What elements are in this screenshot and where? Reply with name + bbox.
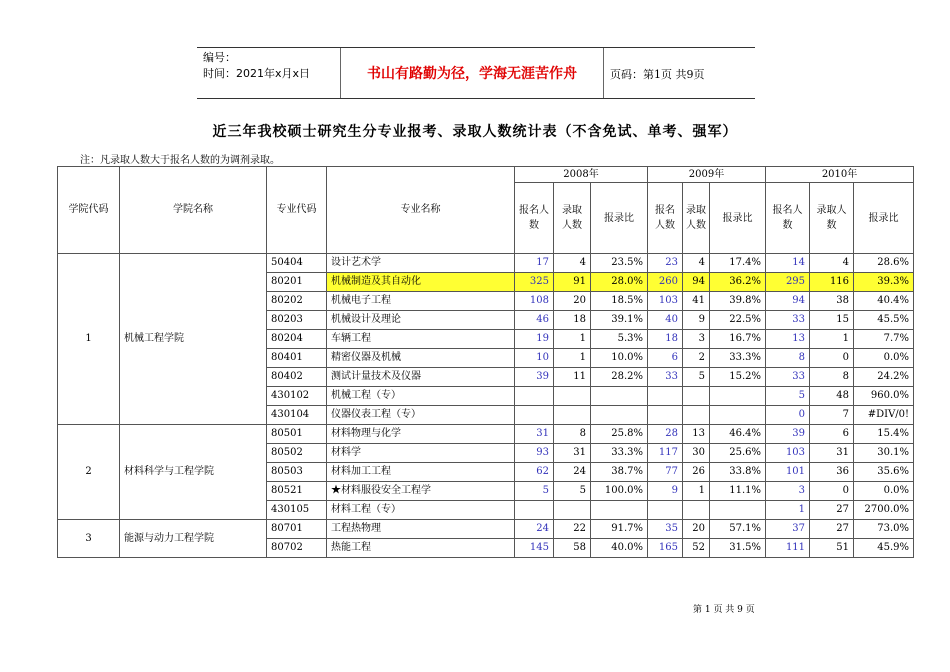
admit-2010-cell: 31 xyxy=(810,444,854,463)
ratio-2008-cell: 18.5% xyxy=(591,292,648,311)
apply-2009-cell xyxy=(648,387,683,406)
major-code-cell: 80702 xyxy=(267,539,327,558)
ratio-2010-cell: 28.6% xyxy=(854,254,914,273)
header-major-name: 专业名称 xyxy=(327,167,515,254)
header-year-2009: 2009年 xyxy=(648,167,766,183)
admit-2008-cell xyxy=(554,387,591,406)
admit-2009-cell: 9 xyxy=(683,311,710,330)
apply-2010-cell: 13 xyxy=(766,330,810,349)
major-code-cell: 80401 xyxy=(267,349,327,368)
admit-2009-cell: 41 xyxy=(683,292,710,311)
admit-2010-cell: 48 xyxy=(810,387,854,406)
ratio-2008-cell: 10.0% xyxy=(591,349,648,368)
apply-2008-cell: 145 xyxy=(515,539,554,558)
ratio-2008-cell xyxy=(591,406,648,425)
apply-2008-cell: 93 xyxy=(515,444,554,463)
page-title: 近三年我校硕士研究生分专业报考、录取人数统计表（不含免试、单考、强军） xyxy=(212,124,738,140)
admit-2009-cell: 30 xyxy=(683,444,710,463)
ratio-2009-cell xyxy=(710,501,766,520)
apply-2008-cell: 31 xyxy=(515,425,554,444)
table-row xyxy=(58,425,914,444)
apply-2009-cell: 18 xyxy=(648,330,683,349)
apply-2010-cell: 14 xyxy=(766,254,810,273)
apply-2010-cell: 103 xyxy=(766,444,810,463)
apply-2010-cell: 3 xyxy=(766,482,810,501)
admit-2008-cell xyxy=(554,406,591,425)
ratio-2010-cell: 30.1% xyxy=(854,444,914,463)
admit-2009-cell xyxy=(683,406,710,425)
ratio-2009-cell: 11.1% xyxy=(710,482,766,501)
major-name-cell: 热能工程 xyxy=(327,539,515,558)
apply-2009-cell: 77 xyxy=(648,463,683,482)
admit-2008-cell: 8 xyxy=(554,425,591,444)
major-name-cell: 机械工程（专） xyxy=(327,387,515,406)
header-admit-2010: 录取人数 xyxy=(810,183,854,254)
admit-2009-cell: 20 xyxy=(683,520,710,539)
apply-2010-cell: 37 xyxy=(766,520,810,539)
major-name-cell: 材料学 xyxy=(327,444,515,463)
admit-2009-cell: 52 xyxy=(683,539,710,558)
apply-2009-cell: 23 xyxy=(648,254,683,273)
admit-2010-cell: 27 xyxy=(810,520,854,539)
ratio-2009-cell: 25.6% xyxy=(710,444,766,463)
number-label: 编号： xyxy=(203,51,236,64)
admit-2008-cell: 24 xyxy=(554,463,591,482)
apply-2009-cell: 40 xyxy=(648,311,683,330)
major-code-cell: 430102 xyxy=(267,387,327,406)
ratio-2010-cell: 35.6% xyxy=(854,463,914,482)
ratio-2010-cell: 960.0% xyxy=(854,387,914,406)
header-college-code: 学院代码 xyxy=(58,167,120,254)
apply-2008-cell: 24 xyxy=(515,520,554,539)
ratio-2009-cell: 39.8% xyxy=(710,292,766,311)
admit-2009-cell: 26 xyxy=(683,463,710,482)
major-code-cell: 80701 xyxy=(267,520,327,539)
major-code-cell: 80501 xyxy=(267,425,327,444)
major-code-cell: 50404 xyxy=(267,254,327,273)
admit-2010-cell: 4 xyxy=(810,254,854,273)
apply-2010-cell: 39 xyxy=(766,425,810,444)
ratio-2009-cell xyxy=(710,387,766,406)
ratio-2009-cell: 33.8% xyxy=(710,463,766,482)
admit-2009-cell: 94 xyxy=(683,273,710,292)
admit-2009-cell: 3 xyxy=(683,330,710,349)
ratio-2009-cell: 46.4% xyxy=(710,425,766,444)
admit-2008-cell: 11 xyxy=(554,368,591,387)
admit-2008-cell: 22 xyxy=(554,520,591,539)
admit-2008-cell: 5 xyxy=(554,482,591,501)
admit-2010-cell: 8 xyxy=(810,368,854,387)
header-apply-2010: 报名人数 xyxy=(766,183,810,254)
admit-2008-cell: 31 xyxy=(554,444,591,463)
apply-2010-cell: 1 xyxy=(766,501,810,520)
ratio-2009-cell: 16.7% xyxy=(710,330,766,349)
apply-2008-cell: 46 xyxy=(515,311,554,330)
major-name-cell: 机械电子工程 xyxy=(327,292,515,311)
admit-2009-cell: 13 xyxy=(683,425,710,444)
college-code-cell: 3 xyxy=(58,520,120,558)
admit-2008-cell: 1 xyxy=(554,349,591,368)
major-name-cell: 机械设计及理论 xyxy=(327,311,515,330)
apply-2008-cell: 39 xyxy=(515,368,554,387)
ratio-2008-cell xyxy=(591,501,648,520)
ratio-2010-cell: 0.0% xyxy=(854,482,914,501)
ratio-2009-cell: 17.4% xyxy=(710,254,766,273)
ratio-2009-cell: 57.1% xyxy=(710,520,766,539)
admit-2009-cell: 1 xyxy=(683,482,710,501)
apply-2009-cell: 28 xyxy=(648,425,683,444)
admit-2010-cell: 0 xyxy=(810,349,854,368)
college-code-cell: 1 xyxy=(58,254,120,425)
major-name-cell: 车辆工程 xyxy=(327,330,515,349)
apply-2009-cell: 33 xyxy=(648,368,683,387)
major-name-cell: 材料物理与化学 xyxy=(327,425,515,444)
apply-2008-cell xyxy=(515,501,554,520)
header-admit-2009: 录取人数 xyxy=(683,183,710,254)
apply-2008-cell xyxy=(515,406,554,425)
apply-2008-cell: 10 xyxy=(515,349,554,368)
header-college-name: 学院名称 xyxy=(120,167,267,254)
admit-2010-cell: 7 xyxy=(810,406,854,425)
time-label: 时间：2021年x月x日 xyxy=(203,67,311,80)
statistics-table xyxy=(57,166,914,558)
ratio-2010-cell: 45.5% xyxy=(854,311,914,330)
apply-2009-cell: 9 xyxy=(648,482,683,501)
apply-2010-cell: 5 xyxy=(766,387,810,406)
ratio-2008-cell: 39.1% xyxy=(591,311,648,330)
header-apply-2009: 报名人数 xyxy=(648,183,683,254)
header-apply-2008: 报名人数 xyxy=(515,183,554,254)
apply-2009-cell: 260 xyxy=(648,273,683,292)
ratio-2010-cell: 15.4% xyxy=(854,425,914,444)
admit-2010-cell: 116 xyxy=(810,273,854,292)
major-name-cell: 设计艺术学 xyxy=(327,254,515,273)
table-body xyxy=(58,254,914,558)
major-name-cell: ★材料服役安全工程学 xyxy=(327,482,515,501)
ratio-2010-cell: 39.3% xyxy=(854,273,914,292)
header-major-code: 专业代码 xyxy=(267,167,327,254)
ratio-2009-cell: 15.2% xyxy=(710,368,766,387)
major-code-cell: 430104 xyxy=(267,406,327,425)
admit-2008-cell: 58 xyxy=(554,539,591,558)
ratio-2009-cell: 22.5% xyxy=(710,311,766,330)
apply-2010-cell: 101 xyxy=(766,463,810,482)
ratio-2010-cell: 2700.0% xyxy=(854,501,914,520)
header-ratio-2009: 报录比 xyxy=(710,183,766,254)
admit-2010-cell: 27 xyxy=(810,501,854,520)
admit-2009-cell: 2 xyxy=(683,349,710,368)
admit-2008-cell: 18 xyxy=(554,311,591,330)
admit-2008-cell: 4 xyxy=(554,254,591,273)
admit-2010-cell: 51 xyxy=(810,539,854,558)
apply-2010-cell: 111 xyxy=(766,539,810,558)
major-name-cell: 测试计量技术及仪器 xyxy=(327,368,515,387)
apply-2010-cell: 0 xyxy=(766,406,810,425)
header-admit-2008: 录取人数 xyxy=(554,183,591,254)
admit-2010-cell: 1 xyxy=(810,330,854,349)
apply-2009-cell: 103 xyxy=(648,292,683,311)
admit-2009-cell: 5 xyxy=(683,368,710,387)
major-code-cell: 430105 xyxy=(267,501,327,520)
ratio-2008-cell: 25.8% xyxy=(591,425,648,444)
ratio-2008-cell: 23.5% xyxy=(591,254,648,273)
admit-2009-cell: 4 xyxy=(683,254,710,273)
ratio-2009-cell: 33.3% xyxy=(710,349,766,368)
major-code-cell: 80204 xyxy=(267,330,327,349)
apply-2009-cell xyxy=(648,501,683,520)
ratio-2010-cell: 7.7% xyxy=(854,330,914,349)
ratio-2009-cell: 36.2% xyxy=(710,273,766,292)
apply-2009-cell xyxy=(648,406,683,425)
ratio-2008-cell: 5.3% xyxy=(591,330,648,349)
ratio-2008-cell: 40.0% xyxy=(591,539,648,558)
apply-2009-cell: 6 xyxy=(648,349,683,368)
table-row xyxy=(58,254,914,273)
header-ratio-2010: 报录比 xyxy=(854,183,914,254)
college-name-cell: 材料科学与工程学院 xyxy=(120,425,267,520)
major-name-cell: 材料工程（专） xyxy=(327,501,515,520)
ratio-2010-cell: 45.9% xyxy=(854,539,914,558)
ratio-2008-cell: 28.2% xyxy=(591,368,648,387)
major-code-cell: 80502 xyxy=(267,444,327,463)
ratio-2008-cell: 28.0% xyxy=(591,273,648,292)
major-code-cell: 80402 xyxy=(267,368,327,387)
apply-2009-cell: 165 xyxy=(648,539,683,558)
ratio-2008-cell xyxy=(591,387,648,406)
apply-2008-cell: 5 xyxy=(515,482,554,501)
apply-2010-cell: 94 xyxy=(766,292,810,311)
admit-2009-cell xyxy=(683,387,710,406)
major-name-cell: 机械制造及其自动化 xyxy=(327,273,515,292)
apply-2009-cell: 117 xyxy=(648,444,683,463)
header-year-2008: 2008年 xyxy=(515,167,648,183)
apply-2010-cell: 33 xyxy=(766,311,810,330)
admit-2010-cell: 6 xyxy=(810,425,854,444)
header-year-2010: 2010年 xyxy=(766,167,914,183)
page-label: 页码：第1页 共9页 xyxy=(610,68,705,81)
apply-2010-cell: 295 xyxy=(766,273,810,292)
major-code-cell: 80203 xyxy=(267,311,327,330)
apply-2008-cell: 17 xyxy=(515,254,554,273)
ratio-2010-cell: 0.0% xyxy=(854,349,914,368)
apply-2008-cell: 325 xyxy=(515,273,554,292)
ratio-2008-cell: 33.3% xyxy=(591,444,648,463)
college-name-cell: 能源与动力工程学院 xyxy=(120,520,267,558)
admit-2010-cell: 36 xyxy=(810,463,854,482)
table-row xyxy=(58,520,914,539)
major-name-cell: 仪器仪表工程（专） xyxy=(327,406,515,425)
ratio-2010-cell: 24.2% xyxy=(854,368,914,387)
admit-2010-cell: 38 xyxy=(810,292,854,311)
motto: 书山有路勤为径，学海无涯苦作舟 xyxy=(340,48,604,98)
ratio-2010-cell: #DIV/0! xyxy=(854,406,914,425)
major-name-cell: 材料加工工程 xyxy=(327,463,515,482)
header-meta xyxy=(203,50,310,82)
apply-2009-cell: 35 xyxy=(648,520,683,539)
admit-2008-cell: 1 xyxy=(554,330,591,349)
college-name-cell: 机械工程学院 xyxy=(120,254,267,425)
ratio-2010-cell: 73.0% xyxy=(854,520,914,539)
admit-2010-cell: 15 xyxy=(810,311,854,330)
ratio-2010-cell: 40.4% xyxy=(854,292,914,311)
major-name-cell: 精密仪器及机械 xyxy=(327,349,515,368)
major-name-cell: 工程热物理 xyxy=(327,520,515,539)
college-code-cell: 2 xyxy=(58,425,120,520)
admit-2008-cell xyxy=(554,501,591,520)
ratio-2008-cell: 100.0% xyxy=(591,482,648,501)
ratio-2008-cell: 91.7% xyxy=(591,520,648,539)
apply-2008-cell: 19 xyxy=(515,330,554,349)
ratio-2008-cell: 38.7% xyxy=(591,463,648,482)
apply-2008-cell: 108 xyxy=(515,292,554,311)
major-code-cell: 80521 xyxy=(267,482,327,501)
apply-2010-cell: 33 xyxy=(766,368,810,387)
ratio-2009-cell xyxy=(710,406,766,425)
apply-2010-cell: 8 xyxy=(766,349,810,368)
admit-2009-cell xyxy=(683,501,710,520)
ratio-2009-cell: 31.5% xyxy=(710,539,766,558)
header-ratio-2008: 报录比 xyxy=(591,183,648,254)
document-header xyxy=(197,47,755,99)
admit-2010-cell: 0 xyxy=(810,482,854,501)
admit-2008-cell: 91 xyxy=(554,273,591,292)
apply-2008-cell: 62 xyxy=(515,463,554,482)
apply-2008-cell xyxy=(515,387,554,406)
major-code-cell: 80201 xyxy=(267,273,327,292)
page-footer: 第 1 页 共 9 页 xyxy=(693,605,755,615)
major-code-cell: 80503 xyxy=(267,463,327,482)
major-code-cell: 80202 xyxy=(267,292,327,311)
table-note: 注：凡录取人数大于报名人数的为调剂录取。 xyxy=(80,155,280,166)
admit-2008-cell: 20 xyxy=(554,292,591,311)
